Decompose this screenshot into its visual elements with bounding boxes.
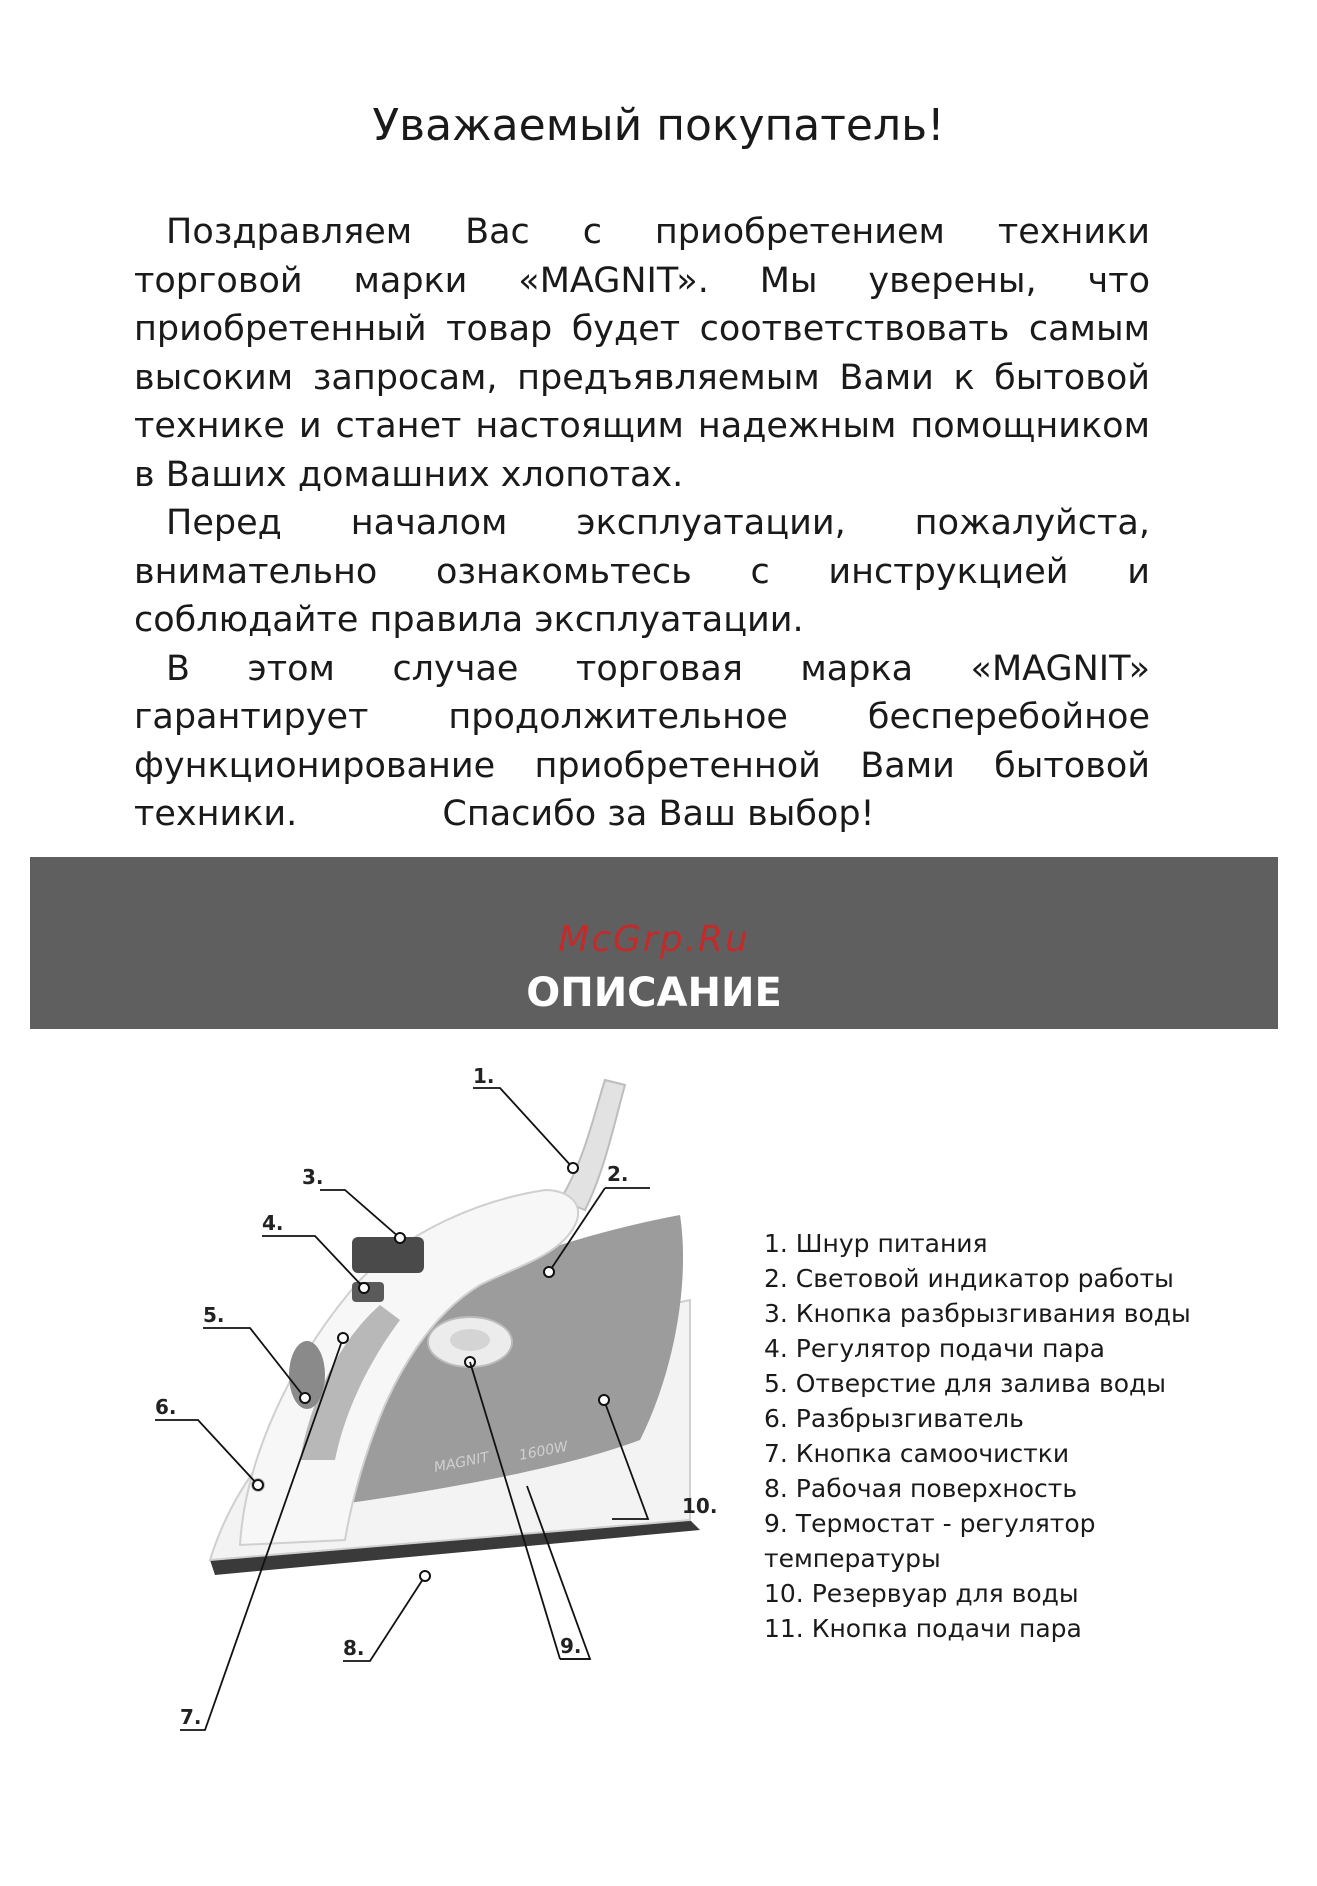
legend-item: 7. Кнопка самоочистки xyxy=(764,1439,1070,1468)
iron-diagram xyxy=(0,1040,780,1770)
legend-item: 1. Шнур питания xyxy=(764,1229,988,1258)
legend-item: 5. Отверстие для залива воды xyxy=(764,1369,1167,1398)
legend-item: температуры xyxy=(764,1544,941,1573)
callout-6: 6. xyxy=(155,1395,177,1419)
section-band xyxy=(30,857,1278,1029)
section-title: ОПИСАНИЕ xyxy=(526,970,782,1016)
callout-7: 7. xyxy=(180,1705,202,1729)
intro-paragraph-1: Поздравляем Вас с приобретением техники торговой марки «MAGNIT». Мы уверены, что приобретенный товар будет соответствовать самым высоким запросам, предъявляемым Вами к бытовой технике и станет настоящим надежным помощником в Ваших домашних хлопотах. xyxy=(134,212,1150,495)
callout-1: 1. xyxy=(473,1064,495,1088)
intro-paragraph-2: Перед началом эксплуатации, пожалуйста, внимательно ознакомьтесь с инструкцией и соблюдайте правила эксплуатации. xyxy=(134,503,1150,640)
callout-9: 9. xyxy=(560,1634,582,1658)
legend-item: 9. Термостат - регулятор xyxy=(764,1509,1096,1538)
callout-3: 3. xyxy=(302,1165,324,1189)
intro-text xyxy=(134,208,1150,839)
legend-item: 10. Резервуар для воды xyxy=(764,1579,1079,1608)
callout-5: 5. xyxy=(203,1303,225,1327)
parts-legend xyxy=(764,1226,1204,1646)
legend-item: 8. Рабочая поверхность xyxy=(764,1474,1078,1503)
iron-power-text: 1600W xyxy=(517,1438,570,1464)
legend-item: 11. Кнопка подачи пара xyxy=(764,1614,1082,1643)
callout-10: 10. xyxy=(682,1494,718,1518)
iron-brand-text: MAGNIT xyxy=(432,1449,491,1476)
intro-paragraph-3: В этом случае торговая марка «MAGNIT» гарантирует продолжительное бесперебойное функционирование приобретенной Вами бытовой техники. xyxy=(134,648,1150,834)
callout-4: 4. xyxy=(262,1211,284,1235)
legend-item: 6. Разбрызгиватель xyxy=(764,1404,1024,1433)
iron-cord xyxy=(560,1080,625,1210)
legend-item: 4. Регулятор подачи пара xyxy=(764,1334,1105,1363)
legend-item: 2. Световой индикатор работы xyxy=(764,1264,1174,1293)
callout-8: 8. xyxy=(343,1636,365,1660)
watermark: McGrp.Ru xyxy=(558,919,750,960)
legend-item: 3. Кнопка разбрызгивания воды xyxy=(764,1299,1191,1328)
spray-button-shape xyxy=(352,1237,424,1273)
page-title: Уважаемый покупатель! xyxy=(372,100,945,151)
callout-2: 2. xyxy=(607,1162,629,1186)
thanks-line: Спасибо за Ваш выбор! xyxy=(442,794,875,834)
